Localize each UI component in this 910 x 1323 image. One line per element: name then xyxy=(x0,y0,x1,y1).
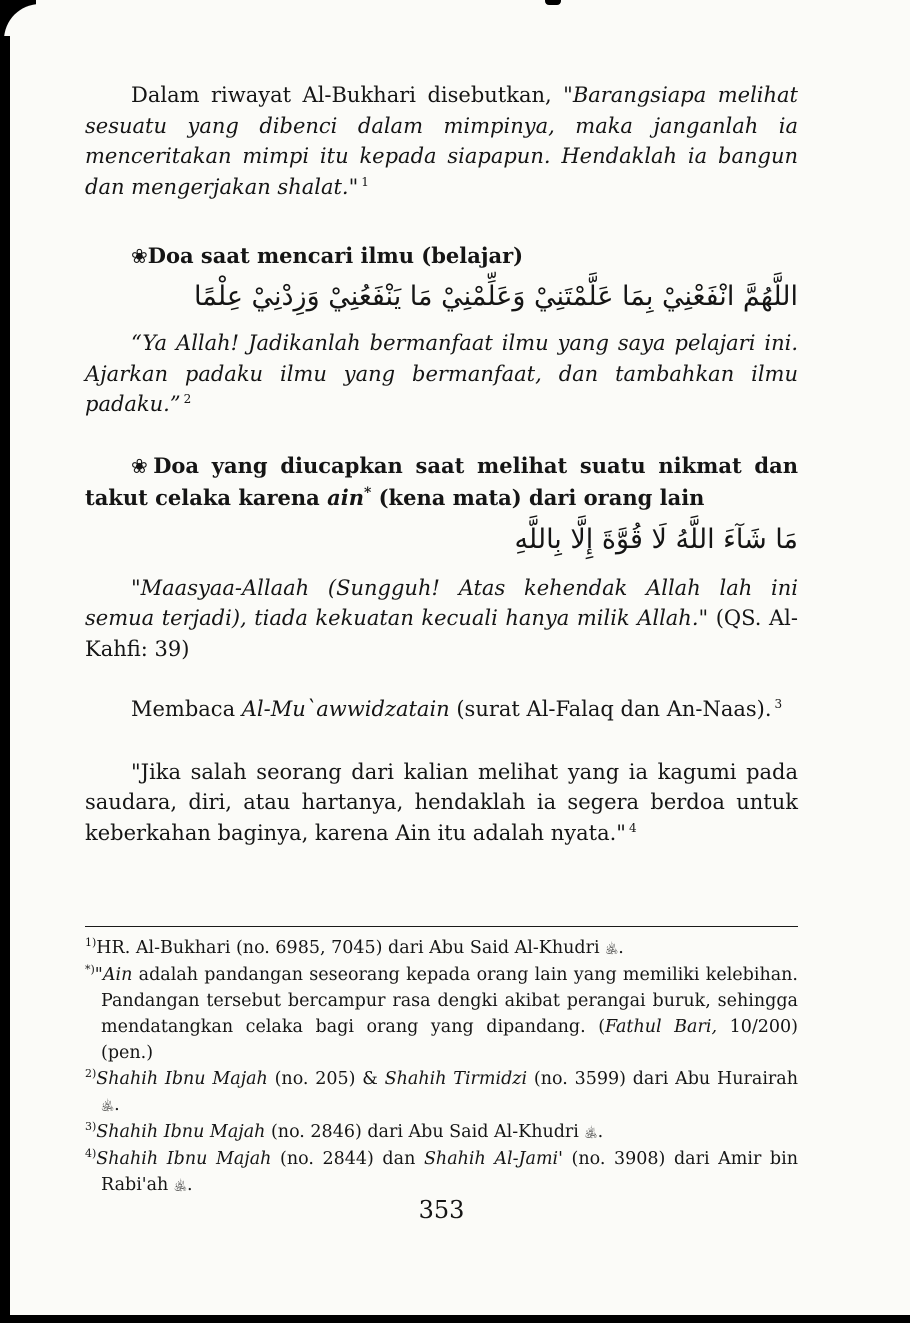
paragraph-bukhari-narration xyxy=(85,80,798,202)
footnote-marker: 1) xyxy=(85,936,97,950)
translation-ain-text: "Maasyaa-Allaah (Sungguh! Atas kehendak Allah lah ini semua terjadi), tiada kekuatan kecuali hanya milik Allah." xyxy=(85,575,798,630)
footnote-marker: 2) xyxy=(85,1067,97,1081)
florette-icon: ❀ xyxy=(131,453,154,478)
page-content xyxy=(85,80,798,848)
footnote-4: $^{4)}$Shahih Ibnu Majah (no. 2844) dan Shahih Al-Jami' (no. 3908) dari Amir bin Rabi'ah ﵁. xyxy=(85,1147,798,1195)
ain-hadith-text: "Jika salah seorang dari kalian melihat yang ia kagumi pada saudara, diri, atau hartanya, hendaklah ia segera berdoa untuk keberkahan baginya, karena Ain itu adalah nyata." xyxy=(85,759,798,845)
paragraph-translation-ilmu xyxy=(85,328,798,420)
translation-ilmu-text: “Ya Allah! Jadikanlah bermanfaat ilmu yang saya pelajari ini. Ajarkan padaku ilmu yang bermanfaat, dan tambahkan ilmu padaku.” xyxy=(85,331,798,416)
page-number: 353 xyxy=(418,1196,465,1224)
footnote-marker: 3) xyxy=(85,1120,97,1134)
heading-ain-part2: (kena mata) dari orang lain xyxy=(371,484,705,510)
narration-lead: Dalam riwayat Al-Bukhari disebutkan, xyxy=(131,83,564,107)
footnote-marker: 4) xyxy=(85,1147,97,1161)
heading-ain-word: ain xyxy=(327,484,364,510)
scan-corner-top-left xyxy=(0,0,36,36)
muawwidzatain-lead: Membaca xyxy=(131,697,242,721)
paragraph-translation-ain xyxy=(85,573,798,665)
translation-ain-source: (QS. Al- Kahfi: 39) xyxy=(85,606,798,661)
footnote-ref-4: 4 xyxy=(628,820,637,835)
heading-doa-ain xyxy=(85,450,798,513)
muawwidzatain-tail: (surat Al-Falaq dan An-Naas). xyxy=(449,697,772,721)
footnotes-section xyxy=(85,926,798,1199)
heading-ain-part1: Doa yang diucapkan saat melihat suatu nikmat dan takut celaka karena xyxy=(85,452,798,510)
footnote-ref-1: 1 xyxy=(361,174,369,189)
paragraph-muawwidzatain xyxy=(85,694,798,725)
scan-mark-top xyxy=(545,0,561,5)
paragraph-ain-hadith xyxy=(85,757,798,849)
heading-doa-ilmu-text: Doa saat mencari ilmu (belajar) xyxy=(147,243,524,268)
scan-edge-left xyxy=(0,0,10,1323)
footnote-separator xyxy=(85,926,798,927)
narration-quote: "Barangsiapa melihat sesuatu yang dibenci dalam mimpinya, maka janganlah ia menceritakan mimpi itu kepada siapapun. Hendaklah ia bangun dan mengerjakan shalat." xyxy=(85,83,798,199)
footnote-3: $^{3)}$Shahih Ibnu Majah (no. 2846) dari Abu Said Al-Khudri ﵁. xyxy=(85,1120,604,1142)
heading-doa-ilmu xyxy=(85,240,798,272)
arabic-dua-ilmu: اللَّهُمَّ انْفَعْنِيْ بِمَا عَلَّمْتَنِيْ وَعَلِّمْنِيْ مَا يَنْفَعُنِيْ وَزِدْنِيْ عِلْمًا xyxy=(194,281,798,312)
footnote-ref-3: 3 xyxy=(774,697,783,711)
florette-icon: ❀ xyxy=(131,244,148,268)
footnote-ref-star: * xyxy=(363,484,372,501)
footnote-marker: *) xyxy=(85,963,95,977)
muawwidzatain-title: Al-Mu`awwidzatain xyxy=(241,697,450,721)
footnote-2: $^{2)}$Shahih Ibnu Majah (no. 205) & Shahih Tirmidzi (no. 3599) dari Abu Hurairah ﵁. xyxy=(85,1067,798,1115)
scan-edge-bottom xyxy=(0,1315,910,1323)
footnote-ref-2: 2 xyxy=(183,392,192,406)
footnote-1: $^{1)}$HR. Al-Bukhari (no. 6985, 7045) dari Abu Said Al-Khudri ﵁. xyxy=(85,936,624,958)
footnote-ain: *)"Ain adalah pandangan seseorang kepada orang lain yang memiliki kelebihan. Pandangan tersebut bercampur rasa dengki akibat perangai buruk, sehingga mendatangkan celaka bagi orang yang dipandang. (Fathul Bari, 10/200) (pen.) xyxy=(85,963,798,1063)
arabic-dua-ain: مَا شَآءَ اللَّهُ لَا قُوَّةَ إِلَّا بِاللَّهِ xyxy=(514,523,798,555)
